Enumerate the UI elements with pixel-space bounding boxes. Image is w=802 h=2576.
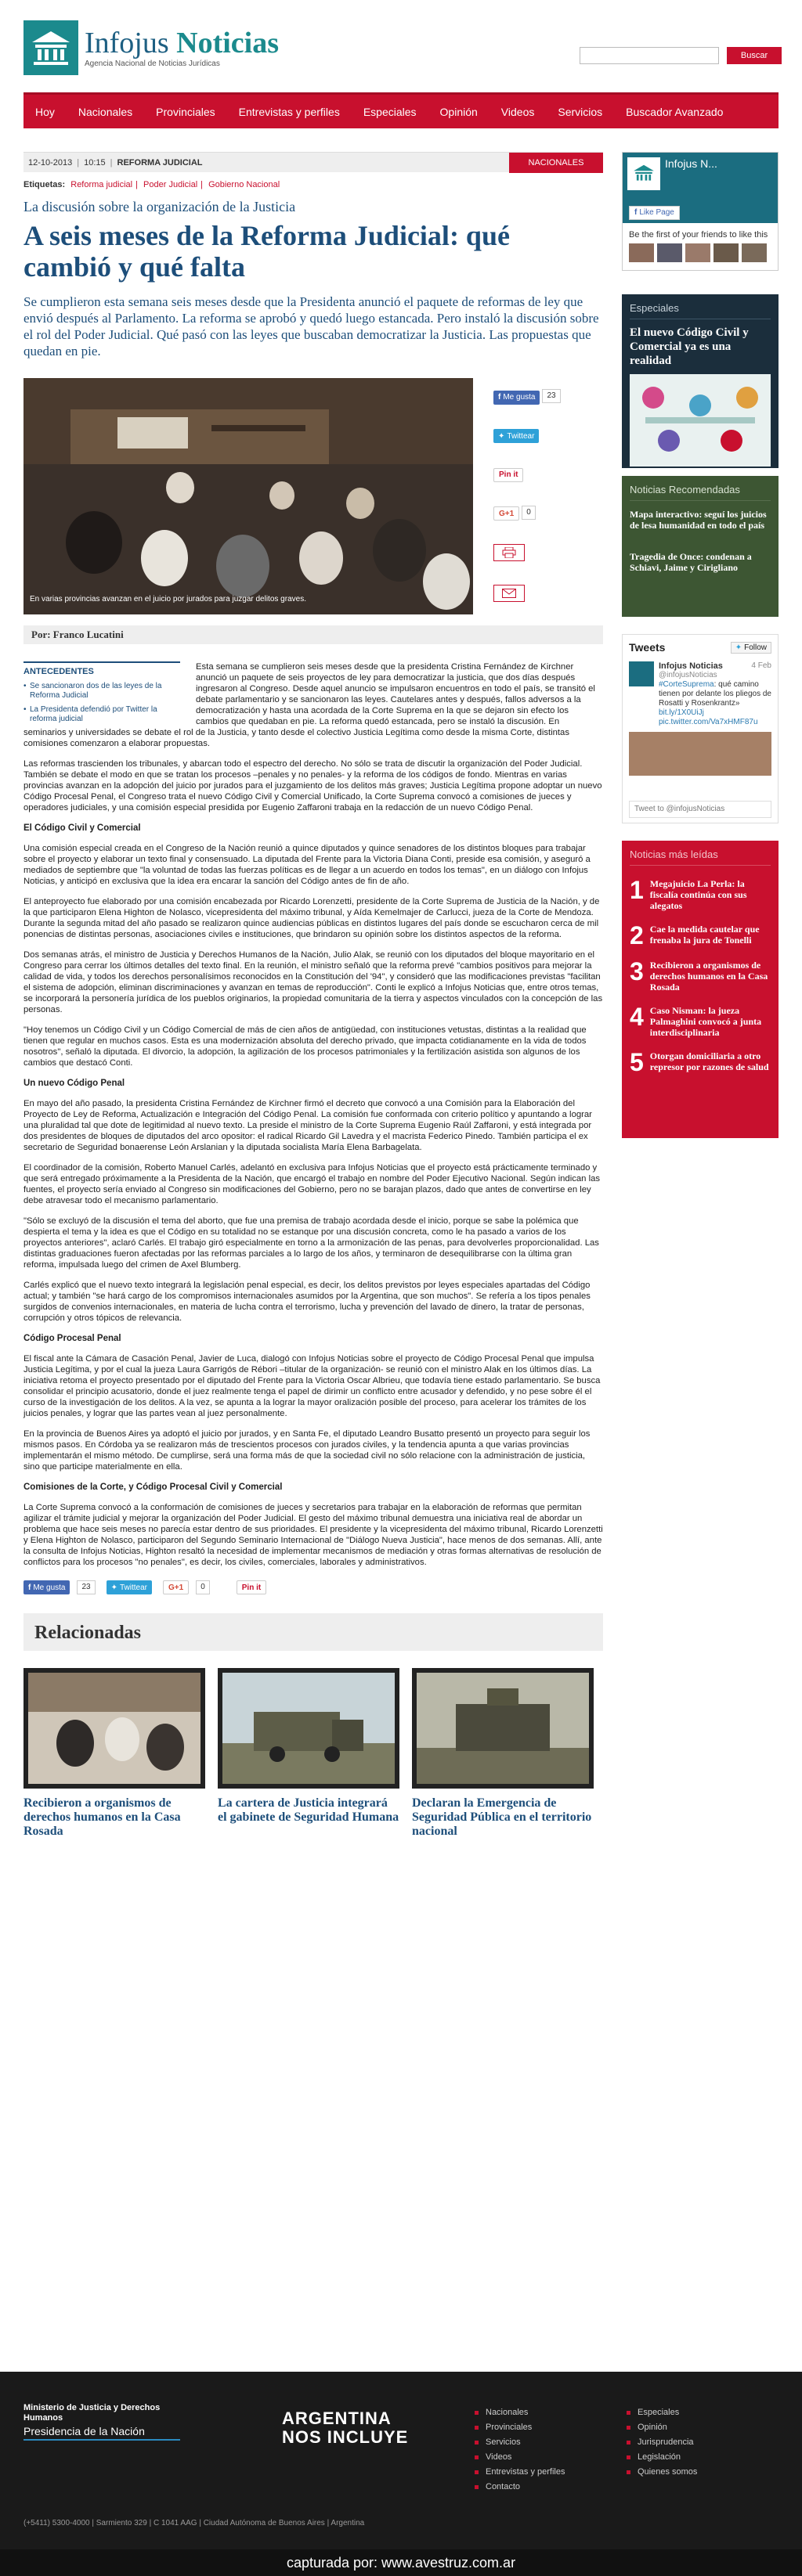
footer-links-col1 (475, 2408, 565, 2497)
paragraph: El anteproyecto fue elaborado por una comisión encabezada por Ricardo Lorenzetti, presidente de la Corte Suprema de Justicia de la Nación, y de la que participaron Elena Highton de Nolasco, vicepresidenta del máximo tribunal, y Aída Kemelmajer de Carlucci, jueza de la Corte de Mendoza. Durante la segunda mitad del año pasado se realizaron quince audiencias públicas en distintos lugares del país donde se escucharon cerca de mil ponencias de distintas personas, asociaciones civiles e instituciones, que brindaron su opinión sobre los distintos aspectos de la reforma. (23, 897, 600, 939)
twitter-icon: ✦ (735, 643, 742, 652)
facebook-icon: f (28, 1583, 31, 1592)
article-kicker: La discusión sobre la organización de la Justicia (23, 199, 296, 214)
especiales-label: Especiales (630, 302, 771, 319)
article-meta-bar: 12-10-2013 | 10:15 | REFORMA JUDICIAL NACIONALES (23, 152, 603, 172)
section-heading: Comisiones de la Corte, y Código Procesal Civil y Comercial (23, 1483, 283, 1492)
especiales-box (622, 294, 779, 468)
tweets-label: Tweets (629, 641, 666, 654)
footer-ministerio: Ministerio de Justicia y Derechos Humanos (23, 2403, 161, 2423)
facebook-page-avatar (627, 157, 660, 190)
nav-item-hoy[interactable]: Hoy (35, 105, 55, 118)
especiales-title[interactable]: El nuevo Código Civil y Comercial ya es una realidad (630, 326, 749, 367)
search-button[interactable]: Buscar (727, 47, 782, 64)
mas-leida-item[interactable]: 1 Megajuicio La Perla: la fiscalía continúa con sus alegatos (630, 876, 747, 911)
paragraph: Carlés explicó que el nuevo texto integrará la legislación penal especial, es decir, los delitos previstos por leyes especiales apartadas del Código actual; y también "se hará cargo de los compromisos internacionales asumidos por la Argentina, que son muchos". Se refería a los tipos penales surgidos de convenios internacionales, en materia de lucha contra el terrorismo, lucha y prevención del lavado de dinero, la tratar de personas, corrupción y otros tópicos de relevancia. (23, 1281, 591, 1323)
article-author: Por: Franco Lucatini (23, 625, 603, 644)
paragraph: Dos semanas atrás, el ministro de Justicia y Derechos Humanos de la Nación, Julio Alak, se reunió con los diputados del bloque mayoritario en el Congreso para cerrar los últimos detalles del texto final. En la reunión, el ministro señaló que la reforma prevé "cambios positivos para mejorar la calidad de vida, y todos los derechos personalísimos reconocidos en la Constitución del '94", y consideró que las modificaciones previstas "facilitan el sistema de adopción, eliminan discriminaciones y avanzan en temas de reproducción". Conti le explicó a Infojus Noticias que, entre otros temas, se incorporará la personería jurídica de los pueblos originarios, la propiedad comunitaria de la tierra y aspectos vinculados con la concepción de las personas. (23, 950, 603, 1014)
tweet-user: Infojus Noticias (659, 661, 723, 671)
facebook-like-text: Be the first of your friends to like this (629, 230, 768, 240)
logo-mark-icon (23, 20, 78, 75)
related-title: Declaran la Emergencia de Seguridad Pública en el territorio nacional (412, 1796, 592, 1838)
avatar (713, 243, 739, 262)
facebook-icon: f (634, 208, 638, 217)
nav-item-nacionales[interactable]: Nacionales (78, 105, 133, 118)
facebook-like-button[interactable]: f Me gusta (493, 391, 540, 405)
tweet-text: #CorteSuprema: qué camino tienen por delante los pliegos de Rosatti y Rosenkrantz» bit.ly/1X0UiJj pic.twitter.com/Va7xHMF87u (659, 680, 771, 726)
nav-item-videos[interactable]: Videos (500, 105, 535, 118)
article-section: REFORMA JUDICIAL (117, 157, 203, 168)
nav-item-buscador[interactable]: Buscador Avanzado (626, 105, 724, 118)
footer-link[interactable]: Servicios (475, 2437, 565, 2447)
site-header (0, 0, 802, 86)
facebook-icon: f (498, 393, 501, 402)
footer-presidencia: Presidencia de la Nación (23, 2425, 180, 2441)
article-media (23, 378, 603, 614)
twitter-icon: ✦ (110, 1583, 117, 1592)
article-main (23, 152, 603, 1839)
tweet-to-input[interactable]: Tweet to @infojusNoticias (629, 801, 771, 818)
nav-item-entrevistas[interactable]: Entrevistas y perfiles (238, 105, 340, 118)
facebook-like-button[interactable]: f Me gusta (23, 1580, 70, 1594)
antecedente-link[interactable]: • La Presidenta defendió por Twitter la reforma judicial (23, 705, 180, 724)
avatar (629, 243, 654, 262)
recomendadas-label: Noticias Recomendadas (630, 484, 771, 501)
footer-link[interactable]: Provinciales (475, 2423, 565, 2432)
footer-link[interactable]: Videos (475, 2452, 565, 2462)
footer-links-col2 (627, 2408, 697, 2482)
footer-link[interactable]: Nacionales (475, 2408, 565, 2417)
twitter-icon: ✦ (498, 431, 505, 441)
related-card[interactable] (218, 1668, 399, 1839)
antecedentes-title: ANTECEDENTES (23, 667, 94, 676)
article-title: A seis meses de la Reforma Judicial: qué cambió y qué falta (23, 220, 510, 283)
antecedente-link[interactable]: • Se sancionaron dos de las leyes de la Reforma Judicial (23, 682, 180, 701)
capture-watermark: capturada por: www.avestruz.com.ar (0, 2549, 802, 2576)
photo-caption: En varias provincias avanzan en el juicio por jurados para juzgar delitos graves. (30, 595, 306, 603)
related-title: La cartera de Justicia integrará el gabinete de Seguridad Humana (218, 1796, 399, 1824)
footer-link[interactable]: Entrevistas y perfiles (475, 2467, 565, 2477)
pinterest-button[interactable]: Pin it (237, 1580, 266, 1594)
google-plus-button[interactable]: G+1 (163, 1580, 189, 1594)
facebook-page-widget (622, 152, 779, 271)
facebook-page-name[interactable]: Infojus N... (665, 157, 717, 170)
mas-leida-item[interactable]: 5 Otorgan domiciliaria a otro represor por razones de salud (630, 1048, 769, 1076)
related-card[interactable] (23, 1668, 205, 1839)
google-plus-count: 0 (196, 1580, 210, 1594)
site-footer (0, 2372, 802, 2549)
print-icon[interactable] (493, 544, 525, 561)
article-time: 10:15 (84, 157, 106, 168)
paragraph: El fiscal ante la Cámara de Casación Penal, Javier de Luca, dialogó con Infojus Noticias sobre el proyecto de Código Procesal Penal que impulsa Justicia Legítima, y por el cual la jueza Laura Garrigós de Rébori –titular de la organización- se reunió con el ministro Alak en los últimos días. La iniciativa retoma el proyecto presentado por el diputado del Frente para la Victoria Oscar Albrieu, que todavía tiene estado parlamentario. Se busca consolidar el principio acusatorio, donde el juez realmente tenga el papel de dirimir un conflicto entre acusador y defendido, y no pese sobre él el curso de la investigación de los delitos. A la vez, se apunta a la lograr la mayor oralización posible del proceso, para acelerar los trámites de los juicios penales, y lograr que las partes vean al juez personalmente. (23, 1354, 601, 1418)
related-card[interactable] (412, 1668, 594, 1839)
footer-link[interactable]: Opinión (627, 2423, 697, 2432)
share-column (493, 389, 603, 602)
paragraph: En la provincia de Buenos Aires ya adoptó el juicio por jurados, y en Santa Fe, el diputado Leandro Busatto presentó un proyecto para seguir los mismos pasos. En Córdoba ya se realizaron más de trescientos procesos con jurados civiles, y la tendencia apunta a que varias provincias implementarán el mismo método. De cumplirse, será una forma más de que la sociedad civil no sólo relacione con la administración de justicia, sino que participe materialmente en ella. (23, 1429, 591, 1472)
paragraph: El coordinador de la comisión, Roberto Manuel Carlés, adelantó en exclusiva para Infojus Noticias que el proyecto está prácticamente terminado y que será entregado próximamente a la Presidenta de la Nación, que encargó el trabajo en nombre del Poder Ejecutivo Nacional. Según indican las fuentes, el proyecto sería enviado al Congreso sin modificaciones del Gobierno, pero no se barajan plazos, dado que antes de convertirse en ley debe atravesar todo el mecanismo parlamentario. (23, 1163, 601, 1205)
share-bottom-bar (23, 1580, 603, 1594)
footer-argentina-logo: ARGENTINA NOS INCLUYE (282, 2408, 409, 2447)
paragraph: La Corte Suprema convocó a la conformación de comisiones de jueces y secretarios para trabajar en la elaboración de reformas que permitan agilizar el trámite judicial y mejorar la organización del Poder Judicial. El gesto del máximo tribunal demuestra una iniciativa real de abordar un problema que hace seis meses no parecía estar dentro de sus prioridades. El presidente y la vicepresidenta del máximo tribunal, Ricardo Lorenzetti y Elena Highton de Nolasco, participaron del Segundo Seminario Internacional de "Diálogo Nueva Justicia", hace menos de dos semanas. Allí, ante la consulta de Infojus Noticias, Highton resaltó la necesidad de implementar mecanismos de mediación y otras formas alternativas de resolución de conflictos para los procesos "no penales", es decir, los civiles, comerciales, laborales y administrativos. (23, 1503, 603, 1567)
article-date: 12-10-2013 (28, 157, 73, 168)
twitter-follow-button[interactable]: ✦ Follow (731, 642, 771, 654)
avatar (742, 243, 767, 262)
tweet-date: 4 Feb (751, 661, 771, 670)
especiales-image[interactable] (630, 374, 771, 467)
related-image (23, 1668, 205, 1789)
paragraph: Esta semana se cumplieron seis meses desde que la presidenta Cristina Fernández de Kirchner anunció un paquete de seis proyectos de ley para democratizar la justicia, que dos días después ingresaron al Congreso. Desde aquel anuncio se impulsaron encuentros en todo el país, se transitó el debate parlamentario y se sancionaron las leyes. Cautelares antes y después, fallos adversos a la democratización y hasta una acordada de la Corte Suprema en la que se dejaron sin efecto los cambios que quedaban en pie. La reforma quedó estancada, pero se instaló la discusión. En seminarios y universidades se debate el rol de la Justicia, y tanto desde el colectivo Justicia Legítima como desde la misma Corte, distintas comisiones comenzaron a elaborar propuestas. (23, 662, 595, 748)
avatar (685, 243, 710, 262)
related-image (412, 1668, 594, 1789)
tweet-handle: @infojusNoticias (659, 671, 717, 679)
paragraph: Una comisión especial creada en el Congreso de la Nación reunió a quince diputados y quince senadores de los distintos bloques para trabajar sobre el proyecto y elaborar un texto final y consensuado. La diputada del Frente para la Victoria Diana Conti, preside esa comisión, y aseguró a mediados de septiembre que "la voluntad de todas las fuerzas políticas es de llegar a un acuerdo en todos los temas", en un diálogo con Infojus Noticias, y anticipó en exclusiva que la idea era encarar la sanción del Código antes de fin de año. (23, 844, 591, 886)
paragraph: Las reformas trascienden los tribunales, y abarcan todo el espectro del derecho. No sólo se trata de discutir la organización del Poder Judicial. También se debate el modo en que se tratan los procesos –penales y no penales- y la reforma de los códigos de fondo. Mientras en varias provincias avanzan en la adopción del juicio por jurados para el juzgamiento de los delitos más graves; Justicia Legítima propone adoptar un nuevo Código Procesal Penal, el Congreso trata el nuevo Código Civil y Comercial Unificado, la Corte Suprema convocó a comisiones de jueces y operadores judiciales, y una comisión especial presidida por Eugenio Zaffaroni trabaja en la redacción de un nuevo Código Penal. (23, 759, 602, 812)
google-plus-count: 0 (522, 506, 536, 520)
avatar (657, 243, 682, 262)
paragraph: En mayo del año pasado, la presidenta Cristina Fernández de Kirchner firmó el decreto que convocó a una Comisión para la Elaboración del Proyecto de Ley de Reforma, Actualización e Integración del Código Penal. La comisión fue conformada con criterio político y apuntando a lograr una pluralidad tal que dote de legitimidad al nuevo texto. La preside el ministro de la Corte Suprema Eugenio Raúl Zaffaroni, y está integrada por dos presidentes de bloques de diputados del arco opositor: el radical Ricardo Gil Lavedra y el macrista Federico Pinedo. También participa el ex secretario de Seguridad bonaerense León Arslanian y la diputada socialista María Elena Barbagelata. (23, 1099, 592, 1152)
search-input[interactable] (580, 47, 719, 64)
article-lead: Se cumplieron esta semana seis meses desde que la Presidenta anunció el paquete de reformas de ley que envió después al Parlamento. La reforma se aprobó y quedó luego estancada. Pero instaló la discusión sobre el rol del Poder Judicial. Qué pasó con las leyes que buscaban democratizar la Justicia. Las propuestas que quedan en pie. (23, 294, 599, 358)
section-heading: El Código Civil y Comercial (23, 823, 141, 833)
tweet-image[interactable] (629, 732, 771, 776)
tag-link[interactable]: Gobierno Nacional (208, 180, 280, 189)
tag-link[interactable]: Reforma judicial (70, 180, 133, 189)
pinterest-button[interactable]: Pin it (493, 468, 523, 482)
section-heading: Un nuevo Código Penal (23, 1079, 125, 1088)
article-body (23, 661, 603, 1568)
tag-link[interactable]: Poder Judicial (143, 180, 198, 189)
site-logo[interactable] (23, 20, 279, 75)
facebook-like-page-button[interactable]: f Like Page (629, 206, 680, 220)
related-heading: Relacionadas (23, 1613, 603, 1651)
sidebar (622, 152, 779, 1138)
mas-leidas-box (622, 841, 779, 1138)
footer-link[interactable]: Especiales (627, 2408, 697, 2417)
nav-item-opinion[interactable]: Opinión (439, 105, 478, 118)
mas-leidas-label: Noticias más leídas (630, 848, 771, 866)
facebook-page-header (623, 153, 778, 223)
footer-link[interactable]: Contacto (475, 2482, 565, 2491)
nav-item-provinciales[interactable]: Provinciales (156, 105, 215, 118)
footer-link[interactable]: Quienes somos (627, 2467, 697, 2477)
footer-link[interactable]: Legislación (627, 2452, 697, 2462)
google-plus-button[interactable]: G+1 (493, 506, 519, 521)
section-badge[interactable]: NACIONALES (509, 153, 603, 173)
mas-leida-item[interactable]: 4 Caso Nisman: la jueza Palmaghini convocó a junta interdisciplinaria (630, 1003, 762, 1038)
recomendada-link[interactable]: Mapa interactivo: seguí los juicios de lesa humanidad en todo el país (630, 509, 767, 531)
paragraph: "Sólo se excluyó de la discusión el tema del aborto, que fue una premisa de trabajo acordada desde el inicio, porque se sabe la polémica que despierta el tema y la idea es que el Código en su totalidad no se estanque por una discusión concreta, como le ha pasado a varios de los proyectos anteriores", aclaró Carlés. El trabajo giró especialmente en torno a la armonización de las penas, para devolverles proporcionalidad. Las distintas graduaciones fueron afectadas por las reformas parciales a lo largo de los años, y terminaron de desequilibrarse con la última gran reforma, impulsada luego del crimen de Axel Blumberg. (23, 1216, 599, 1270)
twitter-timeline (622, 634, 779, 823)
mas-leida-item[interactable]: 3 Recibieron a organismos de derechos humanos en la Casa Rosada (630, 957, 768, 993)
tags-row: Etiquetas: Reforma judicial | Poder Judicial | Gobierno Nacional (23, 180, 603, 189)
related-section (23, 1613, 603, 1839)
facebook-faces (623, 243, 778, 270)
related-image (218, 1668, 399, 1789)
tags-label: Etiquetas: (23, 180, 66, 189)
nav-item-especiales[interactable]: Especiales (363, 105, 417, 118)
article-photo (23, 378, 473, 614)
main-nav (23, 92, 779, 128)
twitter-share-button[interactable]: ✦ Twittear (493, 429, 539, 443)
antecedentes-box (23, 661, 180, 724)
recomendada-link[interactable]: Tragedia de Once: condenan a Schiavi, Jaime y Cirigliano (630, 551, 752, 573)
facebook-count: 23 (542, 389, 560, 403)
email-icon[interactable] (493, 585, 525, 602)
avatar (629, 661, 654, 686)
recomendadas-box (622, 476, 779, 617)
related-title: Recibieron a organismos de derechos humanos en la Casa Rosada (23, 1796, 181, 1838)
footer-address: (+5411) 5300-4000 | Sarmiento 329 | C 1041 AAG | Ciudad Autónoma de Buenos Aires | Argentina (23, 2519, 365, 2527)
footer-ministry-logo[interactable] (23, 2403, 180, 2441)
mas-leida-item[interactable]: 2 Cae la medida cautelar que frenaba la jura de Tonelli (630, 921, 760, 949)
tweet[interactable] (629, 661, 771, 727)
footer-link[interactable]: Jurisprudencia (627, 2437, 697, 2447)
logo-title: Infojus Noticias (85, 26, 280, 59)
section-heading: Código Procesal Penal (23, 1334, 121, 1343)
nav-item-servicios[interactable]: Servicios (558, 105, 603, 118)
twitter-share-button[interactable]: ✦ Twittear (107, 1580, 152, 1594)
paragraph: "Hoy tenemos un Código Civil y un Código Comercial de más de cien años de antigüedad, con instituciones vetustas, distintas a la realidad que tienen que regular en muchos casos. Esta es una modernización absoluta del derecho privado, que impacta cotidianamente en la vida de todos nosotros", señaló la diputada. El divorcio, la adopción, la agilización de los procesos patrimoniales y la fertilización asistida son algunos de los cambios que destacó Conti. (23, 1025, 587, 1068)
facebook-count: 23 (77, 1580, 95, 1594)
logo-subtitle: Agencia Nacional de Noticias Jurídicas (85, 59, 220, 68)
